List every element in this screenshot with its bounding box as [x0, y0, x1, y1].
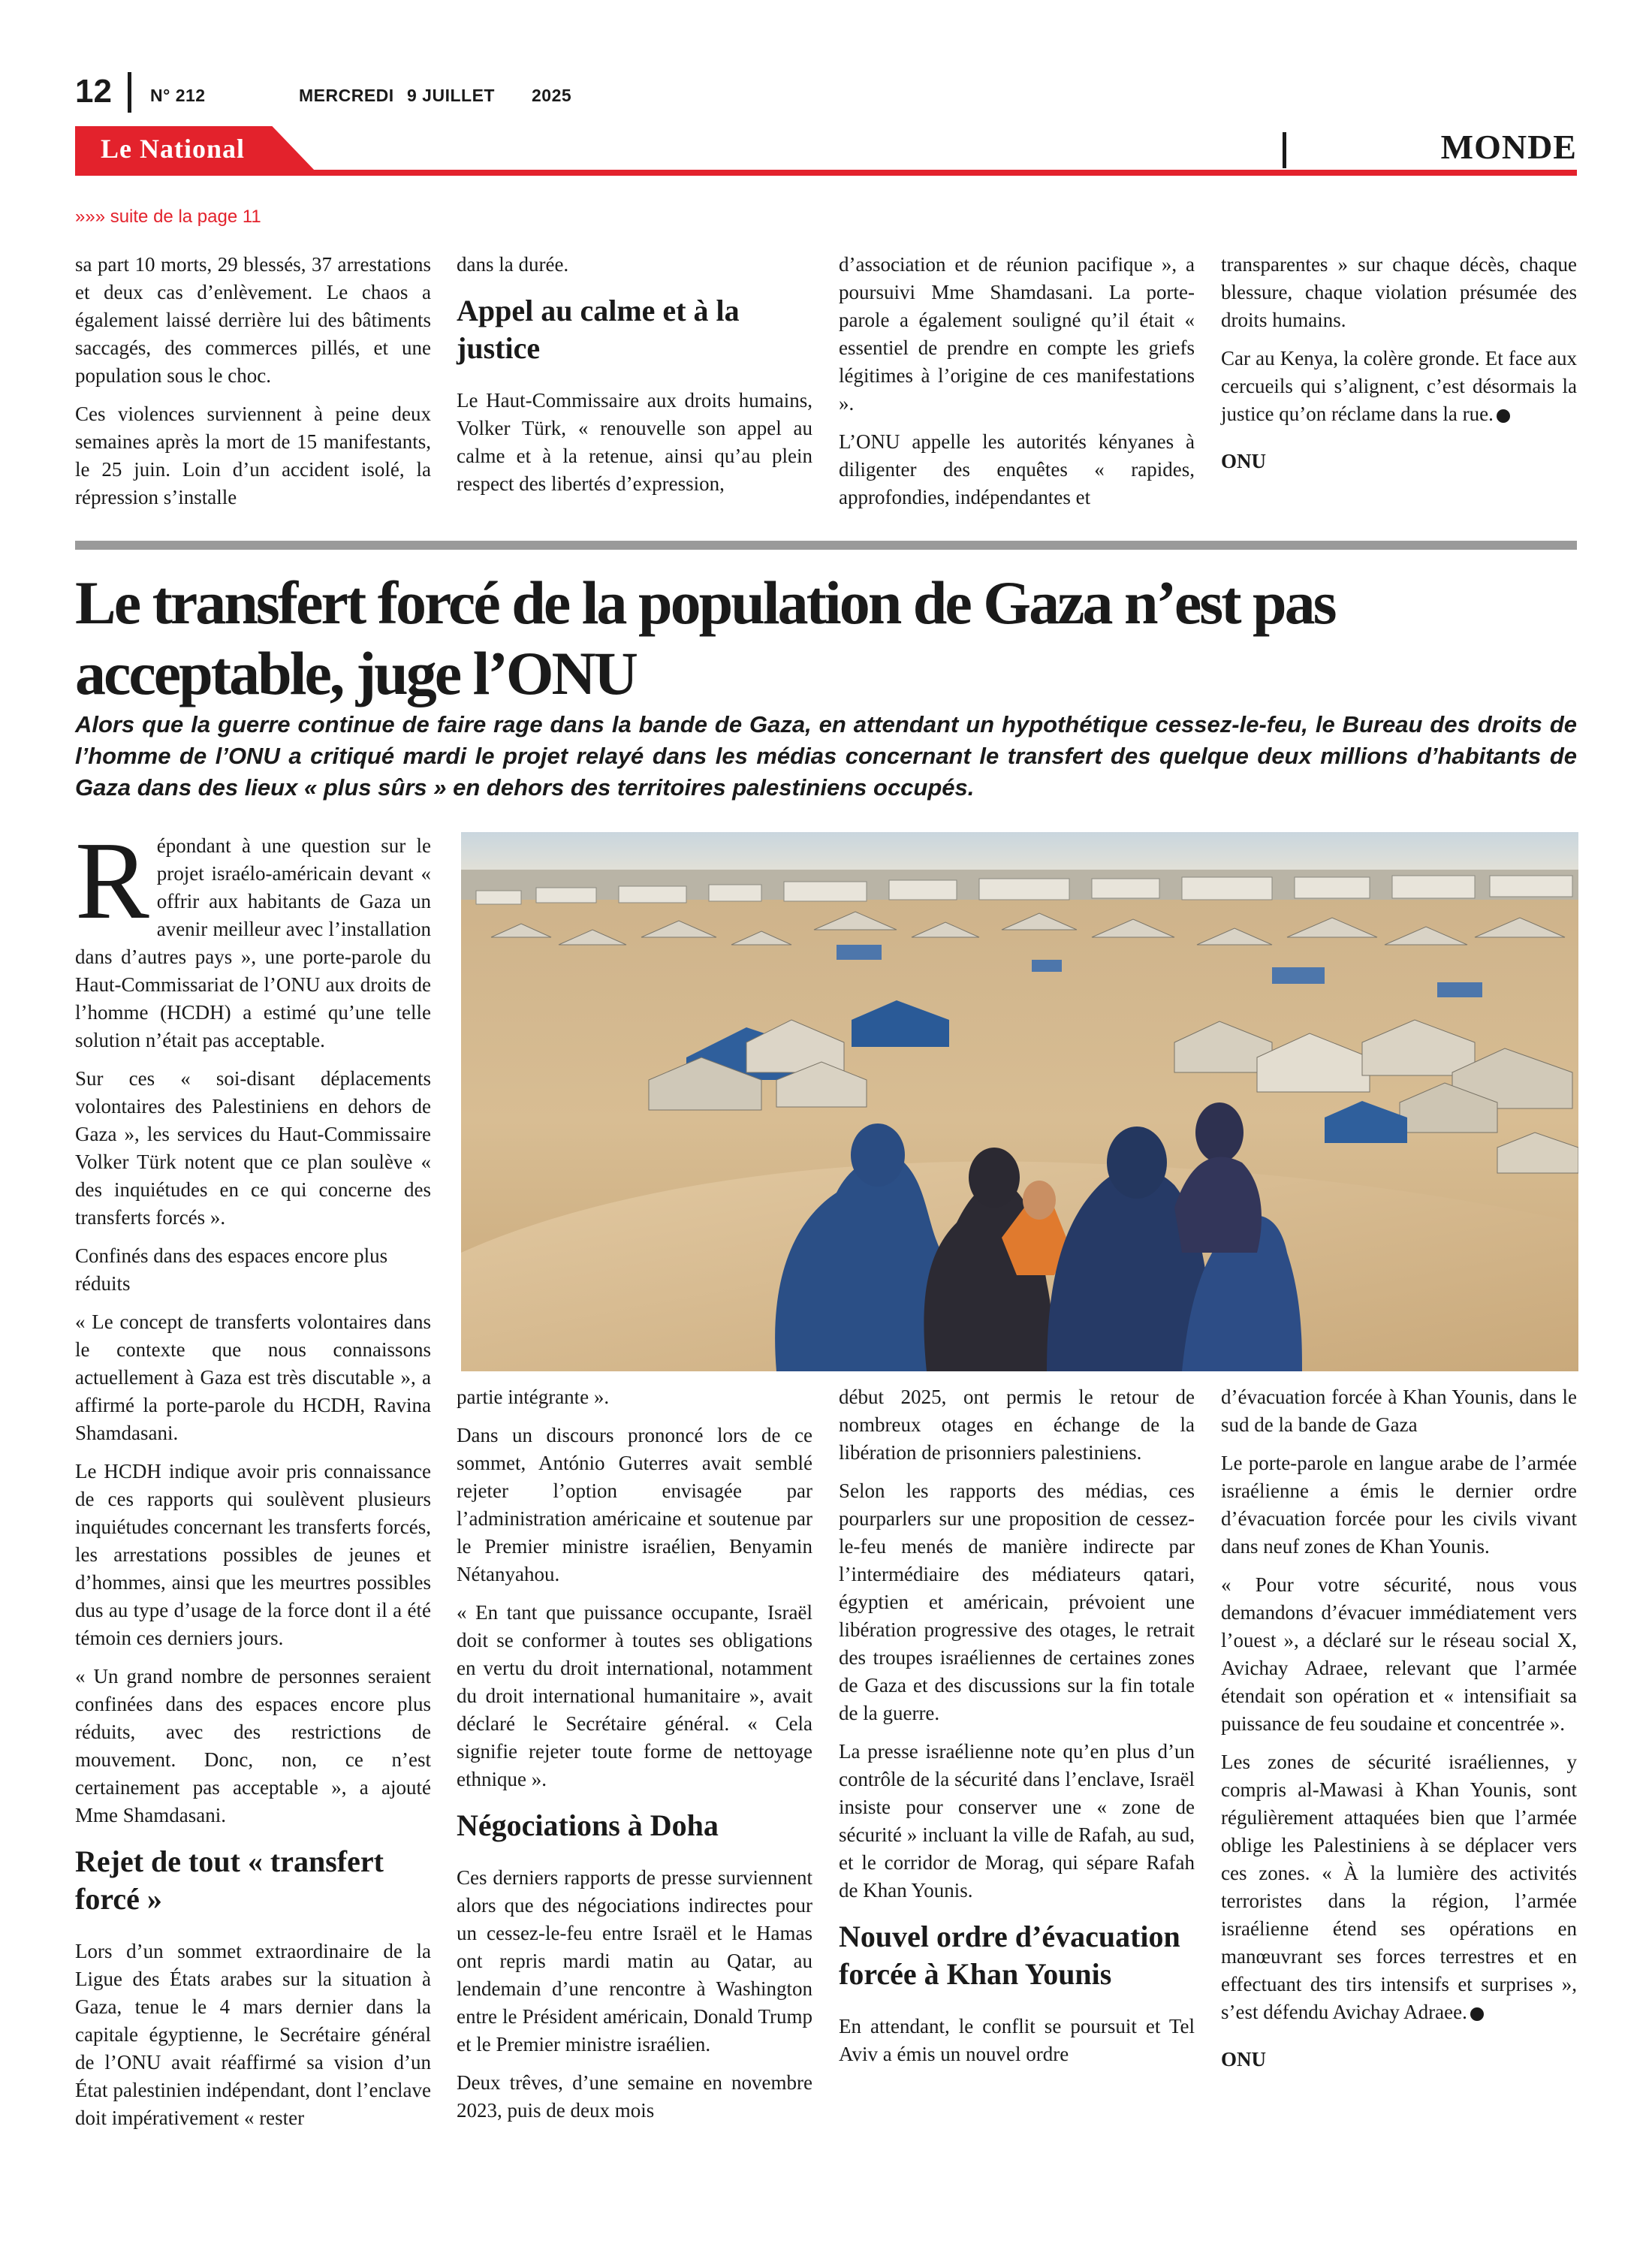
paragraph: En attendant, le conflit se poursuit et Tel Aviv a émis un nouvel ordre: [839, 2015, 1195, 2065]
paragraph: La presse israélienne note qu’en plus d’un contrôle de la sécurité dans l’enclave, Israël insiste pour conserver une « zone de sécurité » incluant la ville de Rafah, au sud, et le corridor de Morag, qui sépare Rafah de Khan Younis.: [839, 1740, 1195, 1902]
subheading: Négociations à Doha: [457, 1808, 719, 1842]
page-number-divider: [128, 72, 131, 113]
paragraph: Dans un discours prononcé lors de ce sommet, António Guterres avait semblé rejeter l’option envisagée par l’administration américaine et soutenue par le Premier ministre israélien, Benyamin Nétanyahou.: [457, 1424, 812, 1585]
issue-number: N° 212: [150, 86, 206, 105]
paragraph: Le Haut-Commissaire aux droits humains, Volker Türk, « renouvelle son appel au calme et à la retenue, ainsi qu’au plein respect des libertés d’expression,: [457, 389, 812, 495]
paragraph: Ces derniers rapports de presse surviennent alors que des négociations indirectes pour un cessez-le-feu entre Israël et le Hamas ont repris mardi matin au Qatar, au lendemain d’une rencontre à Washington entre le Président américain, Donald Trump et le Premier ministre israélien.: [457, 1866, 812, 2055]
paragraph-text: épondant à une question sur le projet israélo-américain devant « offrir aux habitants de Gaza un avenir meilleur avec l’installation dans d’autres pays », une porte-parole du Haut-Commissariat de l’ONU aux droits de l’homme (HCDH) a estimé qu’une telle solution n’était pas acceptable.: [75, 834, 431, 1051]
paragraph: début 2025, ont permis le retour de nombreux otages en échange de la libération de prisonniers palestiniens.: [839, 1386, 1195, 1464]
paragraph: d’association et de réunion pacifique », a poursuivi Mme Shamdasani. La porte-parole a également souligné qu’il était « essentiel de prendre en compte les griefs légitimes à l’origine de ces manifestations ».: [839, 253, 1195, 415]
paragraph: sa part 10 morts, 29 blessés, 37 arrestations et deux cas d’enlèvement. Le chaos a également laissé derrière lui des bâtiments saccagés, des commerces pillés, et une population sous le choc.: [75, 253, 431, 387]
continued-from: »»» suite de la page 11: [75, 207, 261, 227]
paragraph: Le HCDH indique avoir pris connaissance de ces rapports qui soulèvent plusieurs inquiétudes concernant les transferts forcés, les arrestations possibles de jeunes et d’hommes, ainsi que les meurtres possibles dus au type d’usage de la force dont il a été témoin ces derniers jours.: [75, 1460, 431, 1649]
main-story-column-3: [839, 1383, 1195, 2079]
paragraph: [1221, 345, 1577, 428]
date-day-month: 9 JUILLET: [407, 86, 495, 105]
story-separator: [75, 541, 1577, 550]
paragraph: « En tant que puissance occupante, Israël doit se conformer à toutes ses obligations en vertu du droit international, notamment du droit international humanitaire », avait déclaré le Secrétaire général. « Cela signifie rejeter toute forme de nettoyage ethnique ».: [457, 1601, 812, 1790]
top-story-column-4: [1221, 251, 1577, 486]
paragraph: Ces violences surviennent à peine deux semaines après la mort de 15 manifestants, le 25 juin. Loin d’un accident isolé, la répression s’installe: [75, 403, 431, 508]
signature: ONU: [1221, 2048, 1266, 2071]
subheading: Appel au calme et à la justice: [457, 294, 740, 365]
signature: ONU: [1221, 450, 1266, 472]
paragraph: Selon les rapports des médias, ces pourparlers sur une proposition de cessez-le-feu menés de manière indirecte par l’intermédiaire des médiateurs qatari, égyptien et américain, prévoient une libération progressive des otages, le retrait des troupes israéliennes de certaines zones de Gaza et des discussions sur la fin totale de la guerre.: [839, 1479, 1195, 1724]
top-story-column-1: [75, 251, 431, 522]
end-mark-icon: [1470, 2007, 1484, 2021]
paragraph: transparentes » sur chaque décès, chaque blessure, chaque violation présumée des droits humains.: [1221, 253, 1577, 331]
paragraph: Sur ces « soi-disant déplacements volontaires des Palestiniens en dehors de Gaza », les services du Haut-Commissaire Volker Türk notent que ce plan soulève « des inquiétudes en ce qui concerne des transferts forcés ».: [75, 1067, 431, 1229]
header-rule: [75, 170, 1577, 176]
top-story-column-2: [457, 251, 812, 508]
main-story-column-2: [457, 1383, 812, 2135]
paragraph-text: Les zones de sécurité israéliennes, y compris al-Mawasi à Khan Younis, sont régulièrement attaquées bien que l’armée oblige les Palestiniens à se déplacer vers ces zones. « À la lumière des activités terroristes dans la région, l’armée israélienne étend ses opérations en manœuvrant ses forces terrestres et en effectuant des tirs intensifs et surprises », s’est défendu Avichay Adraee.: [1221, 1751, 1577, 2023]
drop-cap: R: [75, 819, 149, 943]
headline: Le transfert forcé de la population de Gaza n’est pas acceptable, juge l’ONU: [75, 569, 1335, 707]
end-mark-icon: [1497, 409, 1510, 423]
paragraph: [75, 819, 431, 1054]
top-story-column-3: [839, 251, 1195, 522]
paragraph: partie intégrante ».: [457, 1386, 610, 1408]
section-divider: [1283, 132, 1286, 168]
paragraph: « Pour votre sécurité, nous vous demandons d’évacuer immédiatement vers l’ouest », a déclaré sur le réseau social X, Avichay Adraee, relevant que l’armée étendait son opération et « intensifiait sa puissance de feu soudaine et concentrée ».: [1221, 1573, 1577, 1735]
paragraph: Deux trêves, d’une semaine en novembre 2023, puis de deux mois: [457, 2071, 812, 2122]
paragraph: Confinés dans des espaces encore plus réduits: [75, 1244, 388, 1295]
paragraph: [1221, 1748, 1577, 2026]
gaza-camp-photo: [461, 832, 1578, 1371]
paragraph-text: Car au Kenya, la colère gronde. Et face aux cercueils qui s’alignent, c’est désormais la justice qu’on réclame dans la rue.: [1221, 347, 1577, 425]
section-title: MONDE: [1440, 128, 1577, 166]
subheading: Nouvel ordre d’évacuation forcée à Khan Younis: [839, 1920, 1180, 1991]
paragraph: d’évacuation forcée à Khan Younis, dans le sud de la bande de Gaza: [1221, 1386, 1577, 1436]
main-story-column-4: [1221, 1383, 1577, 2084]
date-weekday: MERCREDI: [299, 86, 394, 105]
main-story-column-1: [75, 819, 431, 2143]
paragraph: « Un grand nombre de personnes seraient confinées dans des espaces encore plus réduits, avec des restrictions de mouvement. Donc, non, ce n’est certainement pas acceptable », a ajouté Mme Shamdasani.: [75, 1665, 431, 1826]
paragraph: L’ONU appelle les autorités kényanes à diligenter des enquêtes « rapides, approfondies, indépendantes et: [839, 430, 1195, 508]
paragraph: dans la durée.: [457, 253, 569, 276]
paragraph: Lors d’un sommet extraordinaire de la Ligue des États arabes sur la situation à Gaza, tenue le 4 mars dernier dans la capitale égyptienne, le Secrétaire général de l’ONU avait réaffirmé sa vision d’un État palestinien indépendant, dont l’enclave doit impérativement « rester: [75, 1940, 431, 2129]
subheading: Rejet de tout « transfert forcé »: [75, 1844, 384, 1916]
paragraph: « Le concept de transferts volontaires dans le contexte que nous connaissons actuellement à Gaza est très discutable », a affirmé la porte-parole du HCDH, Ravina Shamdasani.: [75, 1310, 431, 1444]
date-year: 2025: [532, 86, 572, 105]
publication-name: Le National: [101, 134, 246, 164]
standfirst: Alors que la guerre continue de faire rage dans la bande de Gaza, en attendant un hypothétique cessez-le-feu, le Bureau des droits de l’homme de l’ONU a critiqué mardi le projet relayé dans les médias concernant le transfert des quelque deux millions d’habitants de Gaza dans des lieux « plus sûrs » en dehors des territoires palestiniens occupés.: [75, 711, 1577, 801]
paragraph: Le porte-parole en langue arabe de l’armée israélienne a émis le dernier ordre d’évacuation forcée pour les civils vivant dans neuf zones de Khan Younis.: [1221, 1452, 1577, 1558]
page-number: 12: [75, 73, 112, 110]
